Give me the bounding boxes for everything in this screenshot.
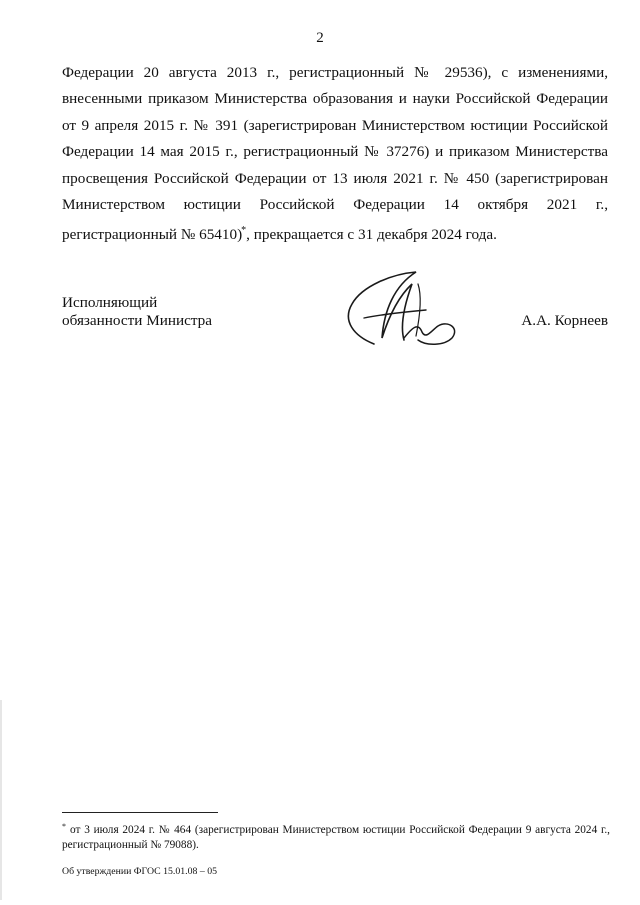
signer-role-line: Исполняющий	[62, 294, 158, 311]
footnote-reference: *	[241, 225, 247, 237]
footnote-divider	[62, 812, 218, 813]
body-line: просвещения Российской Федерации от 13 июля 2021 г. № 450 (зарегистрирован	[62, 169, 608, 187]
scan-edge	[0, 700, 2, 900]
footnote-line: регистрационный № 79088).	[62, 839, 199, 851]
footnote	[62, 819, 610, 853]
body-line: Министерством юстиции Российской Федерации 14 октября 2021 г.,	[62, 196, 608, 214]
body-line: внесенными приказом Министерства образования и науки Российской Федерации	[62, 90, 608, 108]
signer-role-line: обязанности Министра	[62, 312, 212, 329]
signature-block	[62, 294, 608, 374]
body-last-line-start: регистрационный № 65410)	[62, 226, 243, 244]
footnote-line	[62, 819, 610, 838]
body-line: Федерации 20 августа 2013 г., регистрационный № 29536), с изменениями,	[62, 64, 608, 81]
handwritten-signature	[334, 266, 464, 356]
footnote-marker: *	[62, 822, 66, 831]
body-last-line	[62, 218, 608, 248]
document-code: Об утверждении ФГОС 15.01.08 – 05	[62, 866, 218, 877]
body-last-line-end: , прекращается с 31 декабря 2024 года.	[246, 226, 497, 244]
body-line: Федерации 14 мая 2015 г., регистрационный № 37276) и приказом Министерства	[62, 143, 608, 161]
page-number: 2	[316, 30, 324, 46]
body-paragraph	[62, 60, 608, 249]
body-line: от 9 апреля 2015 г. № 391 (зарегистрирован Министерством юстиции Российской	[62, 116, 608, 134]
footnote-text: от 3 июля 2024 г. № 464 (зарегистрирован Министерством юстиции Российской Федерации 9 августа 2024 г.,	[70, 824, 610, 836]
signer-role	[62, 294, 212, 330]
signer-name: А.А. Корнеев	[521, 312, 608, 329]
